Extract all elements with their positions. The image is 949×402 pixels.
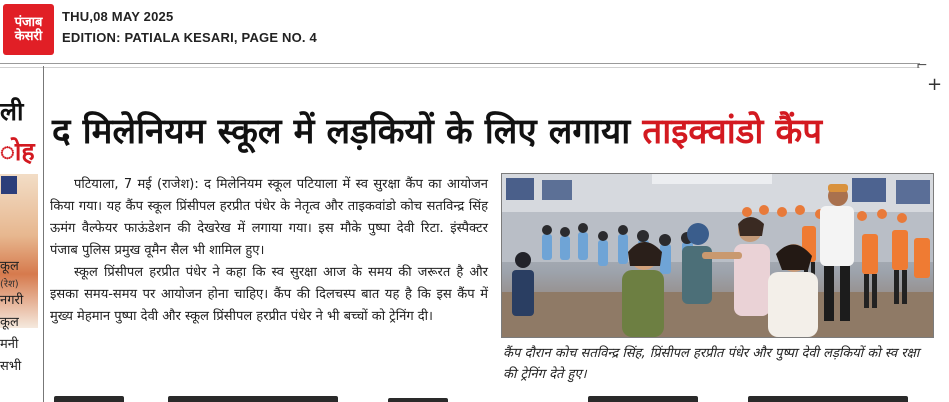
article-paragraph: पटियाला, 7 मई (राजेश): द मिलेनियम स्कूल पटियाला में स्व सुरक्षा कैंप का आयोजन किया गया। यह कैंप स्कूल प्रिंसीपल हरप्रीत पंधेर के नेतृत्व और ताइकवांडो कोच सतविन्द्र सिंह ऊमंग वैल्फेयर फाऊंडेशन की देखरेख में लगाया गया। इस मौके पुष्पा देवी रिटा. इंस्पैक्टर पंजाब पुलिस प्रमुख वूमैन सैल भी शामिल हुए। [50,177,488,258]
adjacent-text-line: कूल [0,315,19,330]
edition-info: EDITION: PATIALA KESARI, PAGE NO. 4 [62,30,317,45]
crosshair-icon: + [927,74,943,95]
logo-line-1: पंजाब [14,14,43,30]
masthead [0,0,949,62]
masthead-rule-secondary [0,67,920,68]
adjacent-photo-caption: कूल [0,259,19,274]
headline-highlight: ताइक्वांडो कैंप [642,112,823,152]
adjacent-text-line: सभी [0,359,22,374]
adjacent-text-line: मनी [0,337,19,352]
headline-main: द मिलेनियम स्कूल में लड़कियों के लिए लगाया [52,112,631,152]
adjacent-photo-subcaption: (रेश) [0,279,19,290]
next-article-headline-fragment [48,390,928,402]
adjacent-headline-2: ोह [0,137,35,166]
adjacent-headline-1: ली [0,97,24,126]
column-divider [43,66,44,402]
adjacent-article-fragment [0,70,42,402]
photo-caption: कैंप दौरान कोच सतविन्द्र सिंह, प्रिंसीपल हरप्रीत पंधेर और पुष्पा देवी लड़कियों को स्व रक्षा की ट्रेनिंग देते हुए। [503,346,920,382]
edition-meta [62,9,317,51]
publication-date: THU,08 MAY 2025 [62,9,174,24]
logo-line-2: केसरी [14,28,43,44]
article-body [50,174,488,328]
corner-tick-icon: ⌐ [916,58,928,74]
punjab-kesari-logo [3,4,54,55]
adjacent-photo-badge [1,176,17,194]
photo-illustration [502,174,933,337]
masthead-rule [0,63,920,64]
article-headline [52,100,928,164]
article-photo [501,173,934,338]
article-paragraph: स्कूल प्रिंसीपल हरप्रीत पंधेर ने कहा कि स्व सुरक्षा आज के समय की जरूरत है और इसका समय-समय पर आयोजन होना चाहिए। कैंप की दिलचस्प बात यह है कि इस कैंप में मुख्य मेहमान पुष्पा देवी और स्कूल प्रिंसीपल हरप्रीत पंधेर ने भी बच्चों को ट्रेनिंग दी। [50,265,488,324]
adjacent-text-line: नगरी [0,293,24,308]
